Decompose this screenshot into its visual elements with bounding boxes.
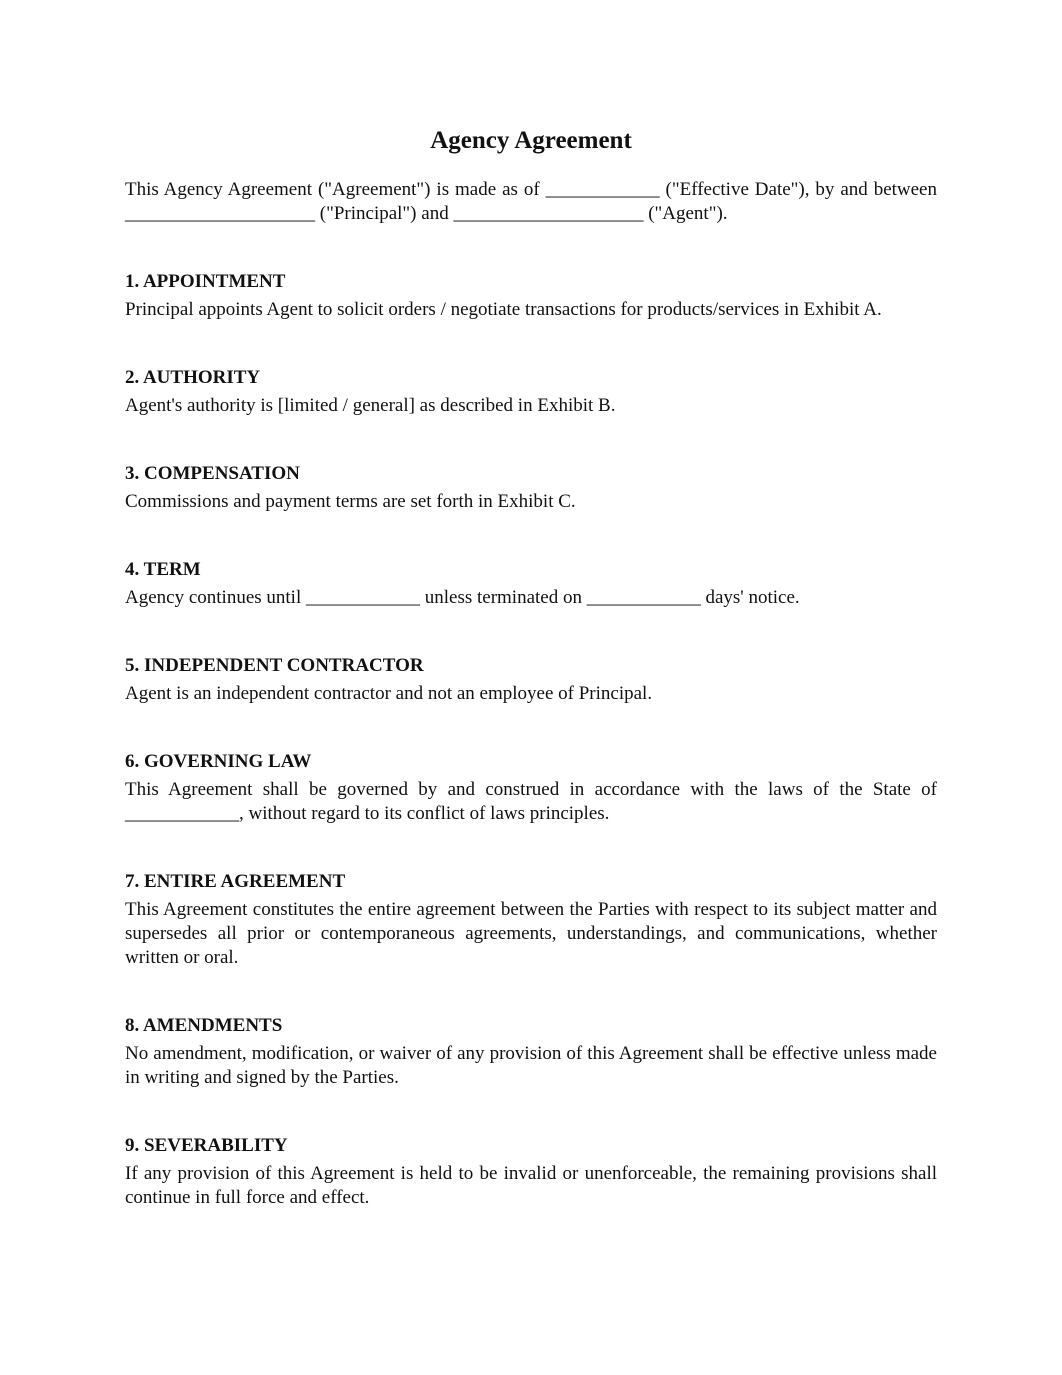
section-body: No amendment, modification, or waiver of any provision of this Agreement shall be effective unless made in writing and signed by the Parties. xyxy=(125,1043,937,1088)
section-heading: 4. TERM xyxy=(125,559,201,580)
section-term xyxy=(125,558,937,610)
section-body: Commissions and payment terms are set forth in Exhibit C. xyxy=(125,491,576,512)
section-governing-law xyxy=(125,750,937,826)
document-title: Agency Agreement xyxy=(430,127,632,154)
intro-paragraph: This Agency Agreement ("Agreement") is made as of ____________ ("Effective Date"), by and between ____________________ ("Principal") and ____________________ ("Agent"). xyxy=(125,179,937,224)
section-heading: 9. SEVERABILITY xyxy=(125,1135,288,1156)
section-heading: 2. AUTHORITY xyxy=(125,367,261,388)
document-page xyxy=(125,124,937,1254)
section-body: Agent is an independent contractor and not an employee of Principal. xyxy=(125,683,653,704)
section-heading: 8. AMENDMENTS xyxy=(125,1015,283,1036)
section-heading: 6. GOVERNING LAW xyxy=(125,751,312,772)
section-independent-contractor xyxy=(125,654,937,706)
section-heading: 1. APPOINTMENT xyxy=(125,271,286,292)
section-body: This Agreement shall be governed by and construed in accordance with the laws of the State of ____________, without regard to its conflict of laws principles. xyxy=(125,779,937,824)
section-body: This Agreement constitutes the entire agreement between the Parties with respect to its subject matter and supersedes all prior or contemporaneous agreements, understandings, and communications, whether written or oral. xyxy=(125,899,937,968)
section-body: If any provision of this Agreement is held to be invalid or unenforceable, the remaining provisions shall continue in full force and effect. xyxy=(125,1163,937,1208)
section-authority xyxy=(125,366,937,418)
section-entire-agreement xyxy=(125,870,937,970)
section-body: Principal appoints Agent to solicit orders / negotiate transactions for products/services in Exhibit A. xyxy=(125,299,882,320)
section-severability xyxy=(125,1134,937,1210)
section-heading: 7. ENTIRE AGREEMENT xyxy=(125,871,346,892)
section-heading: 3. COMPENSATION xyxy=(125,463,300,484)
section-compensation xyxy=(125,462,937,514)
section-body: Agency continues until ____________ unless terminated on ____________ days' notice. xyxy=(125,587,800,608)
section-heading: 5. INDEPENDENT CONTRACTOR xyxy=(125,655,424,676)
section-body: Agent's authority is [limited / general] as described in Exhibit B. xyxy=(125,395,616,416)
section-appointment xyxy=(125,270,937,322)
section-amendments xyxy=(125,1014,937,1090)
